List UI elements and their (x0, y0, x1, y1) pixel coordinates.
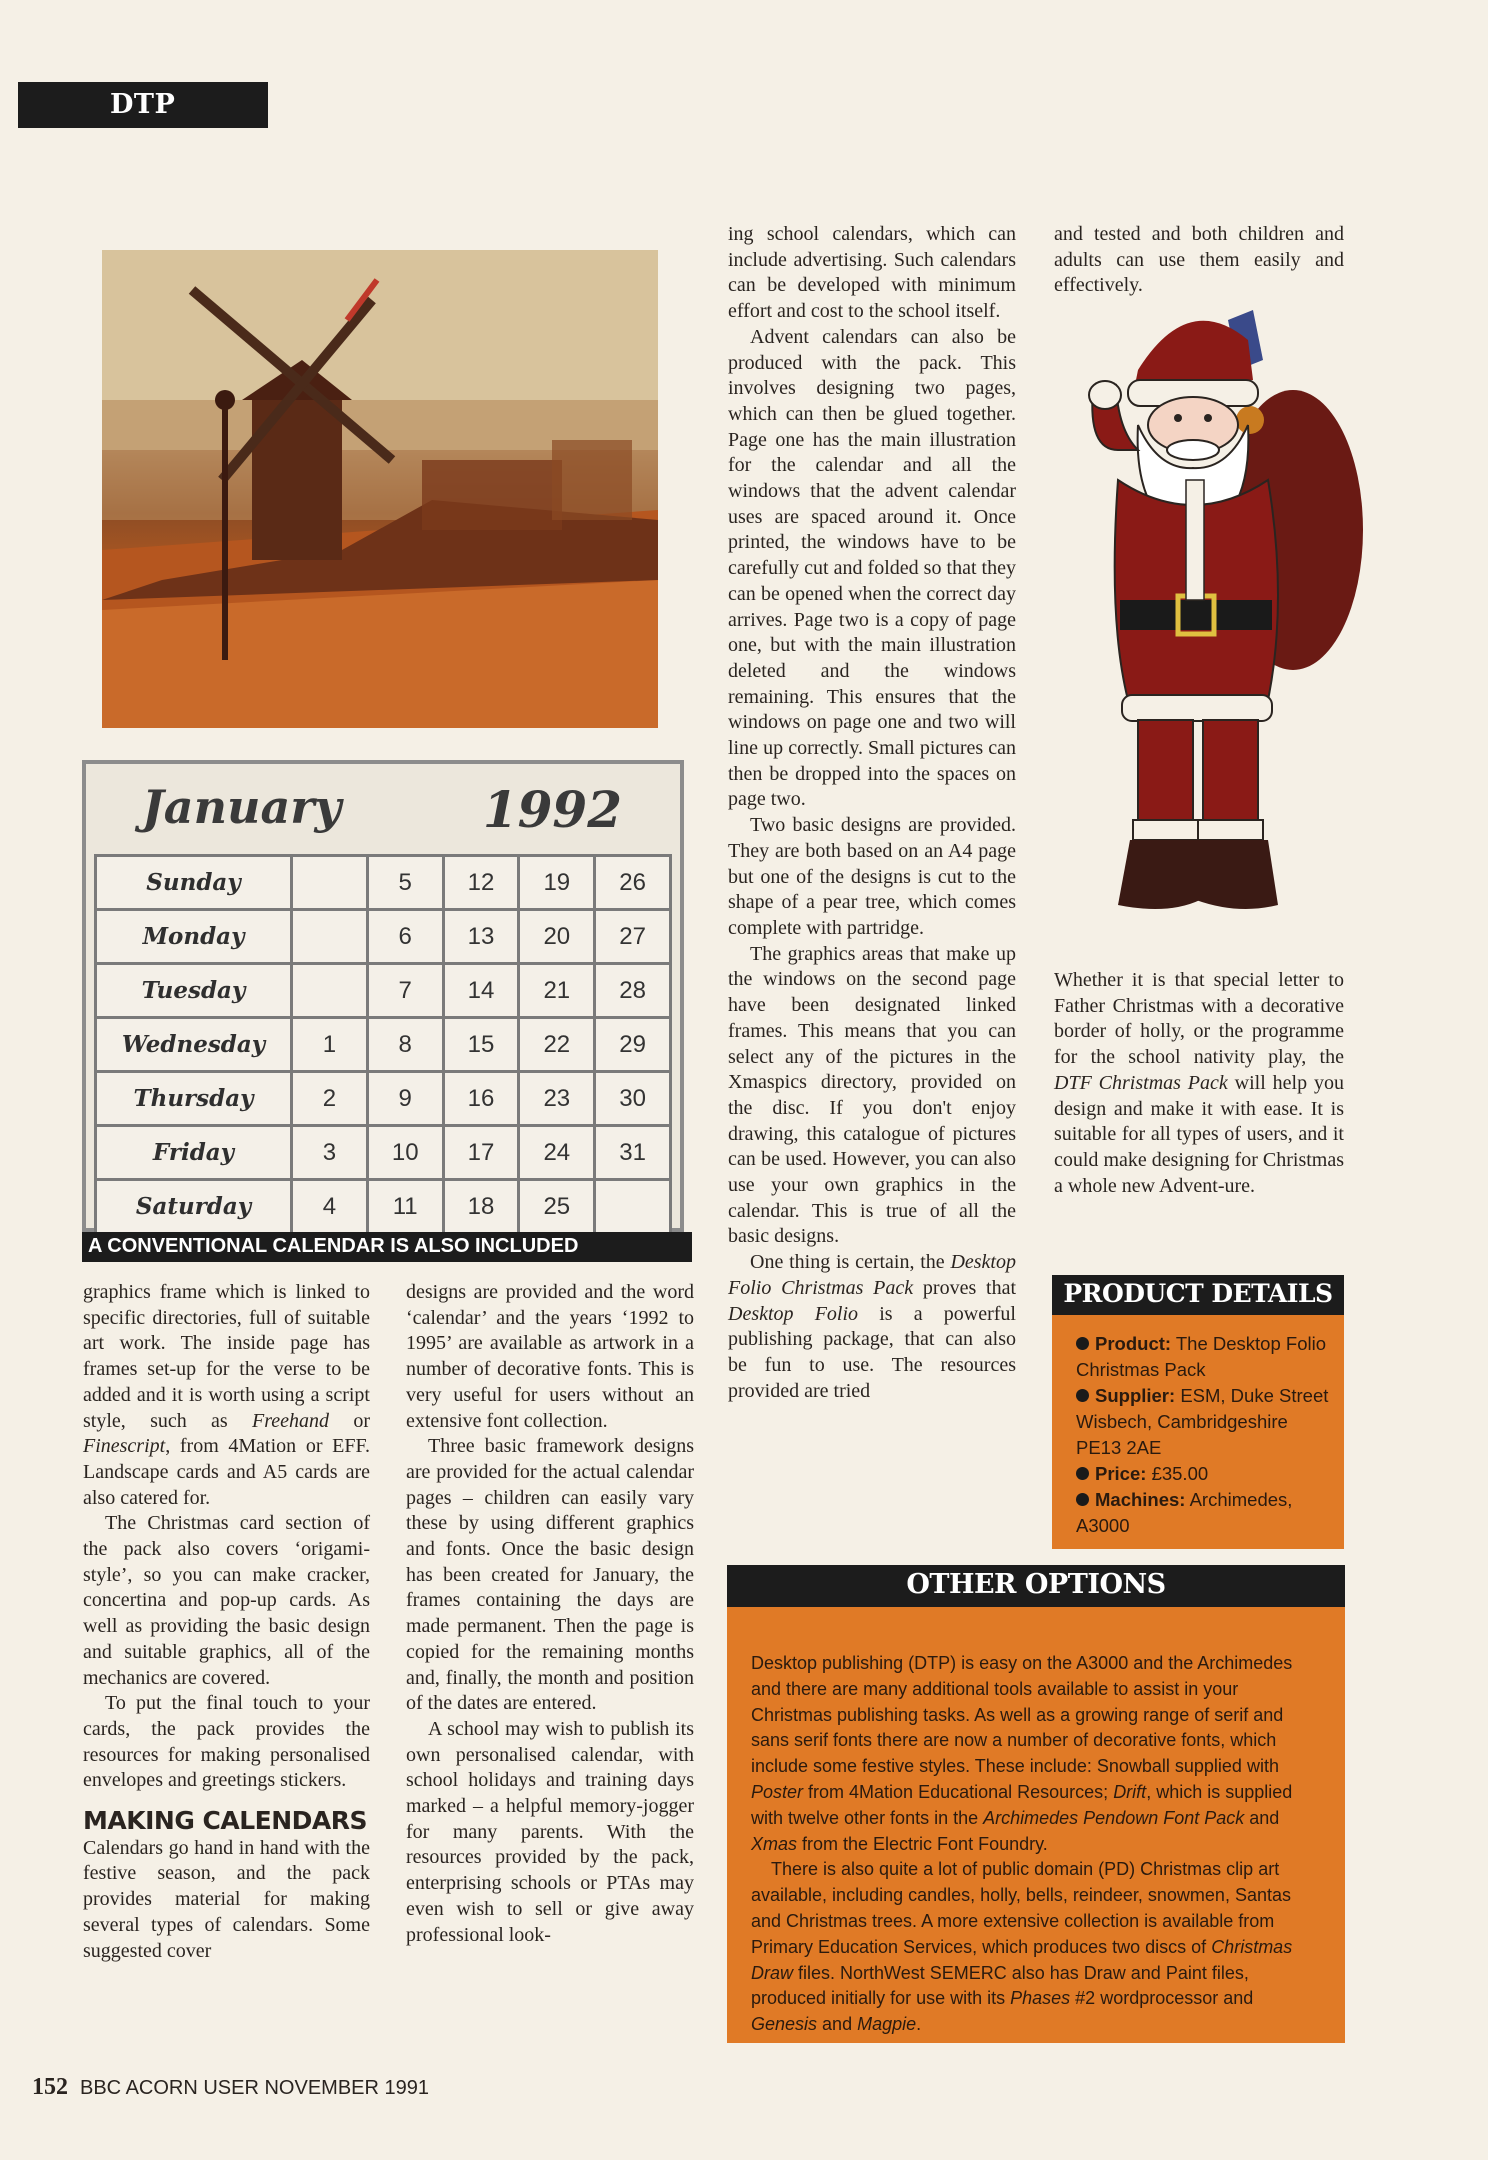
calendar-date-cell (292, 964, 368, 1018)
bullet-icon (1076, 1493, 1089, 1506)
calendar-date-cell: 7 (367, 964, 443, 1018)
product-details-item: Machines: Archimedes, A3000 (1076, 1489, 1293, 1536)
calendar-date-cell: 27 (595, 910, 671, 964)
col2-para-1: designs are provided and the word ‘calendar’ and the years ‘1992 to 1995’ are available as artwork in a number of decorative fonts. This is very useful for users without an extensive font collection. (406, 1281, 694, 1432)
calendar-date-cell: 19 (519, 856, 595, 910)
product-details-box (1052, 1275, 1344, 1549)
bullet-icon (1076, 1389, 1089, 1402)
calendar-day-label: Tuesday (96, 964, 292, 1018)
calendar-date-cell: 13 (443, 910, 519, 964)
calendar-date-cell: 12 (443, 856, 519, 910)
calendar-date-cell: 22 (519, 1018, 595, 1072)
calendar-grid (94, 854, 672, 1235)
other-options-box (727, 1565, 1345, 2043)
col4-para-1: and tested and both children and adults can use them easily and effectively. (1054, 223, 1344, 297)
page-number: 152 (32, 2074, 68, 2100)
calendar-month: January (142, 780, 342, 834)
calendar-row (96, 964, 671, 1018)
other-options-para-2: There is also quite a lot of public domain (PD) Christmas clip art available, including candles, holly, bells, reindeer, snowmen, Santas and Christmas trees. A more extensive collection is available from Primary Education Services, which produces two discs of Christmas Draw files. NorthWest SEMERC also has Draw and Paint files, produced initially for use with its Phases #2 wordprocessor and Genesis and Magpie. (751, 1859, 1293, 2035)
subheading-making-calendars: MAKING CALENDARS (83, 1806, 368, 1836)
calendar-date-cell: 15 (443, 1018, 519, 1072)
other-options-body (727, 1607, 1345, 2038)
col4-para-2: Whether it is that special letter to Father Christmas with a decorative border of holly, or the programme for the school nativity play, the DTF Christmas Pack will help you design and make it with ease. It is suitable for all types of users, and it could make designing for Christmas a whole new Advent-ure. (1054, 969, 1344, 1197)
bullet-icon (1076, 1337, 1089, 1350)
bullet-icon (1076, 1467, 1089, 1480)
col1-para-1: graphics frame which is linked to specific directories, full of suitable art work. The inside page has frames set-up for the verse to be added and it is worth using a script style, such as Freehand or Finescript, from 4Mation or EFF. Landscape cards and A5 cards are also catered for. (83, 1281, 370, 1509)
article-column-2 (406, 1280, 694, 1948)
calendar-date-cell: 8 (367, 1018, 443, 1072)
calendar-day-label: Saturday (96, 1180, 292, 1234)
product-details-title: PRODUCT DETAILS (1052, 1275, 1344, 1315)
calendar-year: 1992 (482, 780, 622, 839)
calendar-date-cell: 29 (595, 1018, 671, 1072)
calendar-date-cell: 24 (519, 1126, 595, 1180)
calendar-caption: A CONVENTIONAL CALENDAR IS ALSO INCLUDED (82, 1232, 692, 1262)
col2-para-3: A school may wish to publish its own personalised calendar, with school holidays and training days marked – a helpful memory-jogger for many parents. With the resources provided by the pack, enterprising schools or PTAs may even wish to sell or give away professional look- (406, 1717, 694, 1946)
page-footer (32, 2074, 429, 2101)
calendar-date-cell: 14 (443, 964, 519, 1018)
calendar-date-cell: 25 (519, 1180, 595, 1234)
calendar-day-label: Friday (96, 1126, 292, 1180)
other-options-para-1: Desktop publishing (DTP) is easy on the A3000 and the Archimedes and there are many additional tools available to assist in your Christmas publishing tasks. As well as a growing range of serif and sans serif fonts there are now a number of decorative fonts, which include some festive styles. These include: Snowball supplied with Poster from 4Mation Educational Resources; Drift, which is supplied with twelve other fonts in the Archimedes Pendown Font Pack and Xmas from the Electric Font Foundry. (751, 1653, 1293, 1854)
col3-para-2: Advent calendars can also be produced with the pack. This involves designing two pages, which can then be glued together. Page one has the main illustration for the calendar and all the windows that the advent calendar uses are spaced around it. Once printed, the windows have to be carefully cut and folded so that they can be opened when the correct day arrives. Page two is a copy of page one, but with the main illustration deleted and the windows remaining. This ensures that the windows on page one and two will line up correctly. Small pictures can then be dropped into the spaces on page two. (728, 325, 1016, 811)
col3-para-4: The graphics areas that make up the windows on the second page have been designated linked frames. This means that you can select any of the pictures in the Xmaspics directory, provided on the disc. If you don't enjoy drawing, this catalogue of pictures can be used. However, you can also use your own graphics in the calendar. This is true of all the basic designs. (728, 942, 1016, 1248)
publication-name: BBC ACORN USER NOVEMBER 1991 (80, 2077, 429, 2099)
calendar-row (96, 1180, 671, 1234)
calendar-day-label: Thursday (96, 1072, 292, 1126)
product-details-item: Supplier: ESM, Duke Street Wisbech, Cambridgeshire PE13 2AE (1076, 1385, 1329, 1458)
calendar-sample (82, 760, 684, 1232)
col1-para-3: To put the final touch to your cards, the pack provides the resources for making personalised envelopes and greetings stickers. (83, 1692, 370, 1792)
calendar-date-cell: 16 (443, 1072, 519, 1126)
calendar-date-cell: 20 (519, 910, 595, 964)
calendar-date-cell: 30 (595, 1072, 671, 1126)
article-column-4-top (1054, 222, 1344, 299)
calendar-date-cell: 17 (443, 1126, 519, 1180)
calendar-date-cell: 5 (367, 856, 443, 910)
article-column-3 (728, 222, 1016, 1404)
calendar-row (96, 1018, 671, 1072)
col3-para-5: One thing is certain, the Desktop Folio Christmas Pack proves that Desktop Folio is a powerful publishing package, that can also be fun to use. The resources provided are tried (728, 1251, 1017, 1402)
calendar-row (96, 1126, 671, 1180)
col1-para-2: The Christmas card section of the pack also covers ‘origami-style’, so you can make cracker, concertina and pop-up cards. As well as providing the basic design and suitable graphics, all of the mechanics are covered. (83, 1512, 370, 1689)
col2-para-2: Three basic framework designs are provided for the actual calendar pages – children can easily vary these by using different graphics and fonts. Once the basic design has been created for January, the frames containing the days are made permanent. Then the page is copied for the remaining months and, finally, the month and position of the dates are entered. (406, 1435, 694, 1715)
calendar-day-label: Monday (96, 910, 292, 964)
windmill-painting-image (102, 250, 658, 728)
calendar-day-label: Wednesday (96, 1018, 292, 1072)
calendar-date-cell: 10 (367, 1126, 443, 1180)
col1-para-4: Calendars go hand in hand with the festive season, and the pack provides material for making several types of calendars. Some suggested cover (83, 1836, 370, 1962)
other-options-title: OTHER OPTIONS (727, 1565, 1345, 1607)
calendar-date-cell: 1 (292, 1018, 368, 1072)
article-column-1 (83, 1280, 370, 1964)
calendar-date-cell: 18 (443, 1180, 519, 1234)
col3-para-1: ing school calendars, which can include advertising. Such calendars can be developed with minimum effort and cost to the school itself. (728, 223, 1016, 323)
product-details-item: Product: The Desktop Folio Christmas Pack (1076, 1333, 1326, 1380)
product-details-item: Price: £35.00 (1076, 1461, 1332, 1487)
calendar-date-cell: 21 (519, 964, 595, 1018)
calendar-date-cell: 28 (595, 964, 671, 1018)
calendar-date-cell: 31 (595, 1126, 671, 1180)
calendar-row (96, 1072, 671, 1126)
calendar-date-cell (292, 856, 368, 910)
product-details-list (1052, 1315, 1344, 1539)
calendar-date-cell: 4 (292, 1180, 368, 1234)
calendar-day-label: Sunday (96, 856, 292, 910)
calendar-date-cell (292, 910, 368, 964)
santa-claus-illustration (1078, 300, 1368, 940)
calendar-date-cell: 3 (292, 1126, 368, 1180)
calendar-date-cell: 23 (519, 1072, 595, 1126)
calendar-date-cell: 6 (367, 910, 443, 964)
calendar-header (94, 774, 672, 854)
section-tab: DTP (18, 82, 268, 128)
col3-para-3: Two basic designs are provided. They are both based on an A4 page but one of the designs is cut to the shape of a pear tree, which comes complete with partridge. (728, 814, 1016, 939)
calendar-date-cell: 2 (292, 1072, 368, 1126)
calendar-date-cell: 26 (595, 856, 671, 910)
calendar-row (96, 856, 671, 910)
calendar-row (96, 910, 671, 964)
article-column-4-bottom (1054, 968, 1344, 1199)
calendar-date-cell: 11 (367, 1180, 443, 1234)
calendar-date-cell (595, 1180, 671, 1234)
calendar-date-cell: 9 (367, 1072, 443, 1126)
